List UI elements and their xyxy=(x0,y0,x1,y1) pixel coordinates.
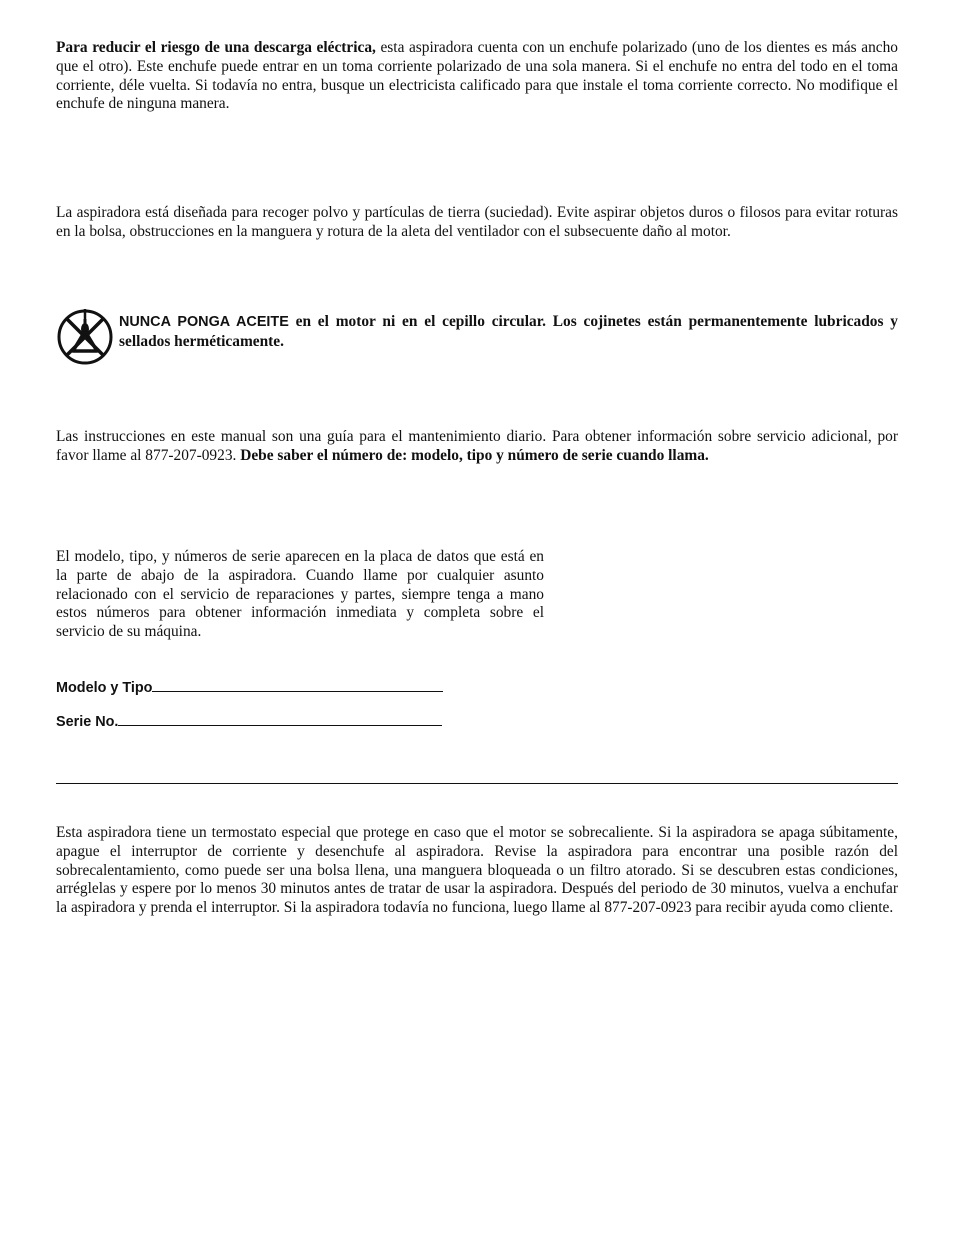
serial-blank[interactable] xyxy=(118,712,442,726)
polarized-plug-lead: Para reducir el riesgo de una descarga eléctrica, xyxy=(56,39,376,56)
polarized-plug-text: esta aspiradora cuenta con un enchufe polarizado (uno de los dientes es más ancho que el otro). Este enchufe puede entrar en un toma corriente polarizado de una sola manera. Si el enchufe no entra del todo en el toma corriente, déle vuelta. Si todavía no entra, busque un electricista calificado para que instale el toma corriente correcto. No modifique el enchufe de ninguna manera. xyxy=(56,39,898,113)
serial-label: Serie No. xyxy=(56,714,119,730)
polarized-plug-paragraph xyxy=(56,39,898,114)
thermostat-paragraph: Esta aspiradora tiene un termostato especial que protege en caso que el motor se sobrecaliente. Si la aspiradora se apaga súbitamente, apague el interruptor de corriente y desenchufe al aspiradora. Revise la aspiradora para encontrar una posible razón del sobrecalentamiento, como puede ser una bolsa llena, una manguera bloqueada o un filtro atorado. Si se descubren estas condiciones, arréglelas y espere por lo menos 30 minutos antes de tratar de usar la aspiradora. Después del periodo de 30 minutos, vuelva a enchufar la aspiradora y prenda el interruptor. Si la aspiradora todavía no funciona, luego llame al 877-207-0923 para recibir ayuda como cliente. xyxy=(56,824,898,917)
oil-warning-text xyxy=(119,312,898,351)
model-type-label: Modelo y Tipo xyxy=(56,680,153,696)
no-oil-icon xyxy=(56,307,114,365)
section-divider xyxy=(56,783,898,784)
nameplate-paragraph: El modelo, tipo, y números de serie aparecen en la placa de datos que está en la parte de abajo de la aspiradora. Cuando llame por cualquier asunto relacionado con el servicio de reparaciones y partes, siempre tenga a mano estos números para obtener información inmediata y completa sobre el servicio de su máquina. xyxy=(56,548,544,641)
serial-field xyxy=(56,712,442,731)
model-type-blank[interactable] xyxy=(152,678,443,692)
oil-warning-body: en el motor ni en el cepillo circular. Los cojinetes están permanentemente lubricados y sellados herméticamente. xyxy=(119,313,898,350)
service-bold: Debe saber el número de: modelo, tipo y número de serie cuando llama. xyxy=(240,446,709,464)
model-type-field xyxy=(56,678,443,697)
service-text: Las instrucciones en este manual son una guía para el mantenimiento diario. Para obtener información sobre servicio adicional, por favor llame al 877-207-0923. xyxy=(56,428,898,464)
design-paragraph: La aspiradora está diseñada para recoger polvo y partículas de tierra (suciedad). Evite aspirar objetos duros o filosos para evitar roturas en la bolsa, obstrucciones en la manguera y rotura de la aleta del ventilador con el subsecuente daño al motor. xyxy=(56,204,898,240)
oil-warning-lead: NUNCA PONGA ACEITE xyxy=(119,314,289,330)
service-paragraph xyxy=(56,428,898,466)
